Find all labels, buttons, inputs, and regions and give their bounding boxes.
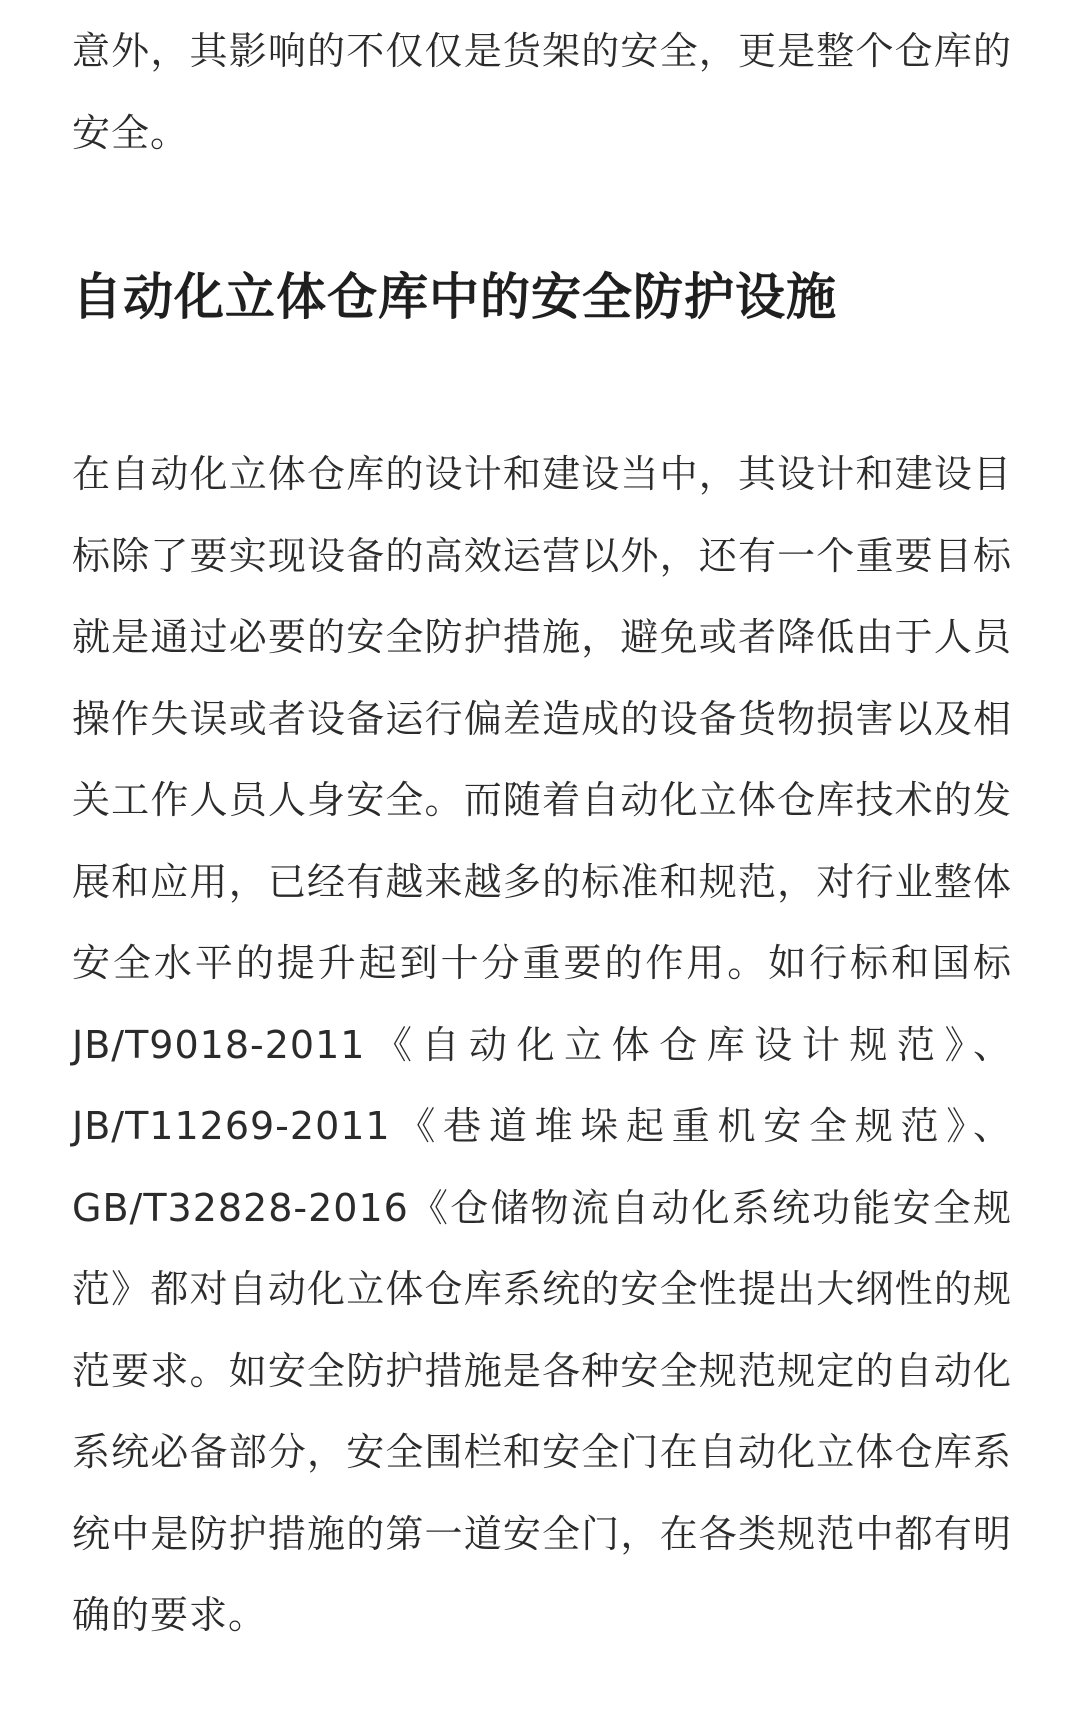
intro-paragraph: 意外，其影响的不仅仅是货架的安全，更是整个仓库的安全。 (72, 29, 1012, 155)
section-heading: 自动化立体仓库中的安全防护设施 (72, 268, 837, 326)
body-paragraph: 在自动化立体仓库的设计和建设当中，其设计和建设目标除了要实现设备的高效运营以外，还有一个重要目标就是通过必要的安全防护措施，避免或者降低由于人员操作失误或者设备运行偏差造成的设备货物损害以及相关工作人员人身安全。而随着自动化立体仓库技术的发展和应用，已经有越来越多的标准和规范，对行业整体安全水平的提升起到十分重要的作用。如行标和国标JB/T9018-2011《自动化立体仓库设计规范》、JB/T11269-2011《巷道堆垛起重机安全规范》、GB/T32828-2016《仓储物流自动化系统功能安全规范》都对自动化立体仓库系统的安全性提出大纲性的规范要求。如安全防护措施是各种安全规范规定的自动化系统必备部分，安全围栏和安全门在自动化立体仓库系统中是防护措施的第一道安全门，在各类规范中都有明确的要求。 (72, 452, 1012, 1637)
